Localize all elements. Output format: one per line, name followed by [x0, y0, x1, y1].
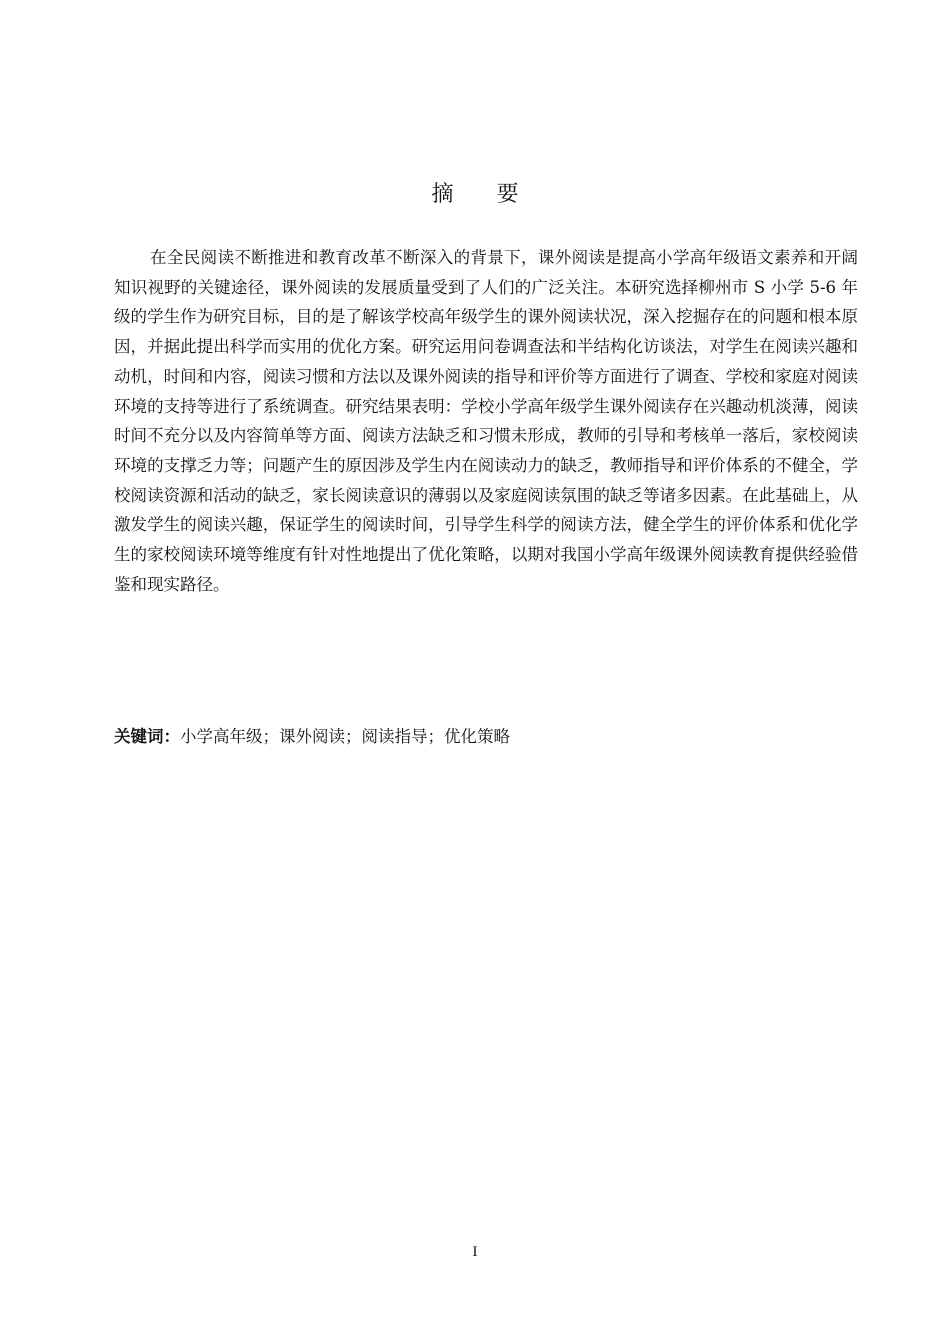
page-number: I — [472, 1244, 478, 1260]
abstract-body: 在全民阅读不断推进和教育改革不断深入的背景下，课外阅读是提高小学高年级语文素养和开阔知识视野的关键途径，课外阅读的发展质量受到了人们的广泛关注。本研究选择柳州市 S 小学 5-6 年级的学生作为研究目标，目的是了解该学校高年级学生的课外阅读状况，深入挖掘存在的问题和根本原因，并据此提出科学而实用的优化方案。研究运用问卷调查法和半结构化访谈法，对学生在阅读兴趣和动机，时间和内容，阅读习惯和方法以及课外阅读的指导和评价等方面进行了调查、学校和家庭对阅读环境的支持等进行了系统调查。研究结果表明：学校小学高年级学生课外阅读存在兴趣动机淡薄，阅读时间不充分以及内容简单等方面、阅读方法缺乏和习惯未形成，教师的引导和考核单一落后，家校阅读环境的支撑乏力等；问题产生的原因涉及学生内在阅读动力的缺乏，教师指导和评价体系的不健全，学校阅读资源和活动的缺乏，家长阅读意识的薄弱以及家庭阅读氛围的缺乏等诸多因素。在此基础上，从激发学生的阅读兴趣，保证学生的阅读时间，引导学生科学的阅读方法，健全学生的评价体系和优化学生的家校阅读环境等维度有针对性地提出了优化策略，以期对我国小学高年级课外阅读教育提供经验借鉴和现实路径。 — [114, 248, 858, 594]
keywords-text: 小学高年级；课外阅读；阅读指导；优化策略 — [180, 727, 510, 746]
abstract-title: 摘 要 — [431, 182, 537, 207]
keywords-label: 关键词： — [114, 727, 180, 746]
keywords-line — [114, 722, 858, 752]
